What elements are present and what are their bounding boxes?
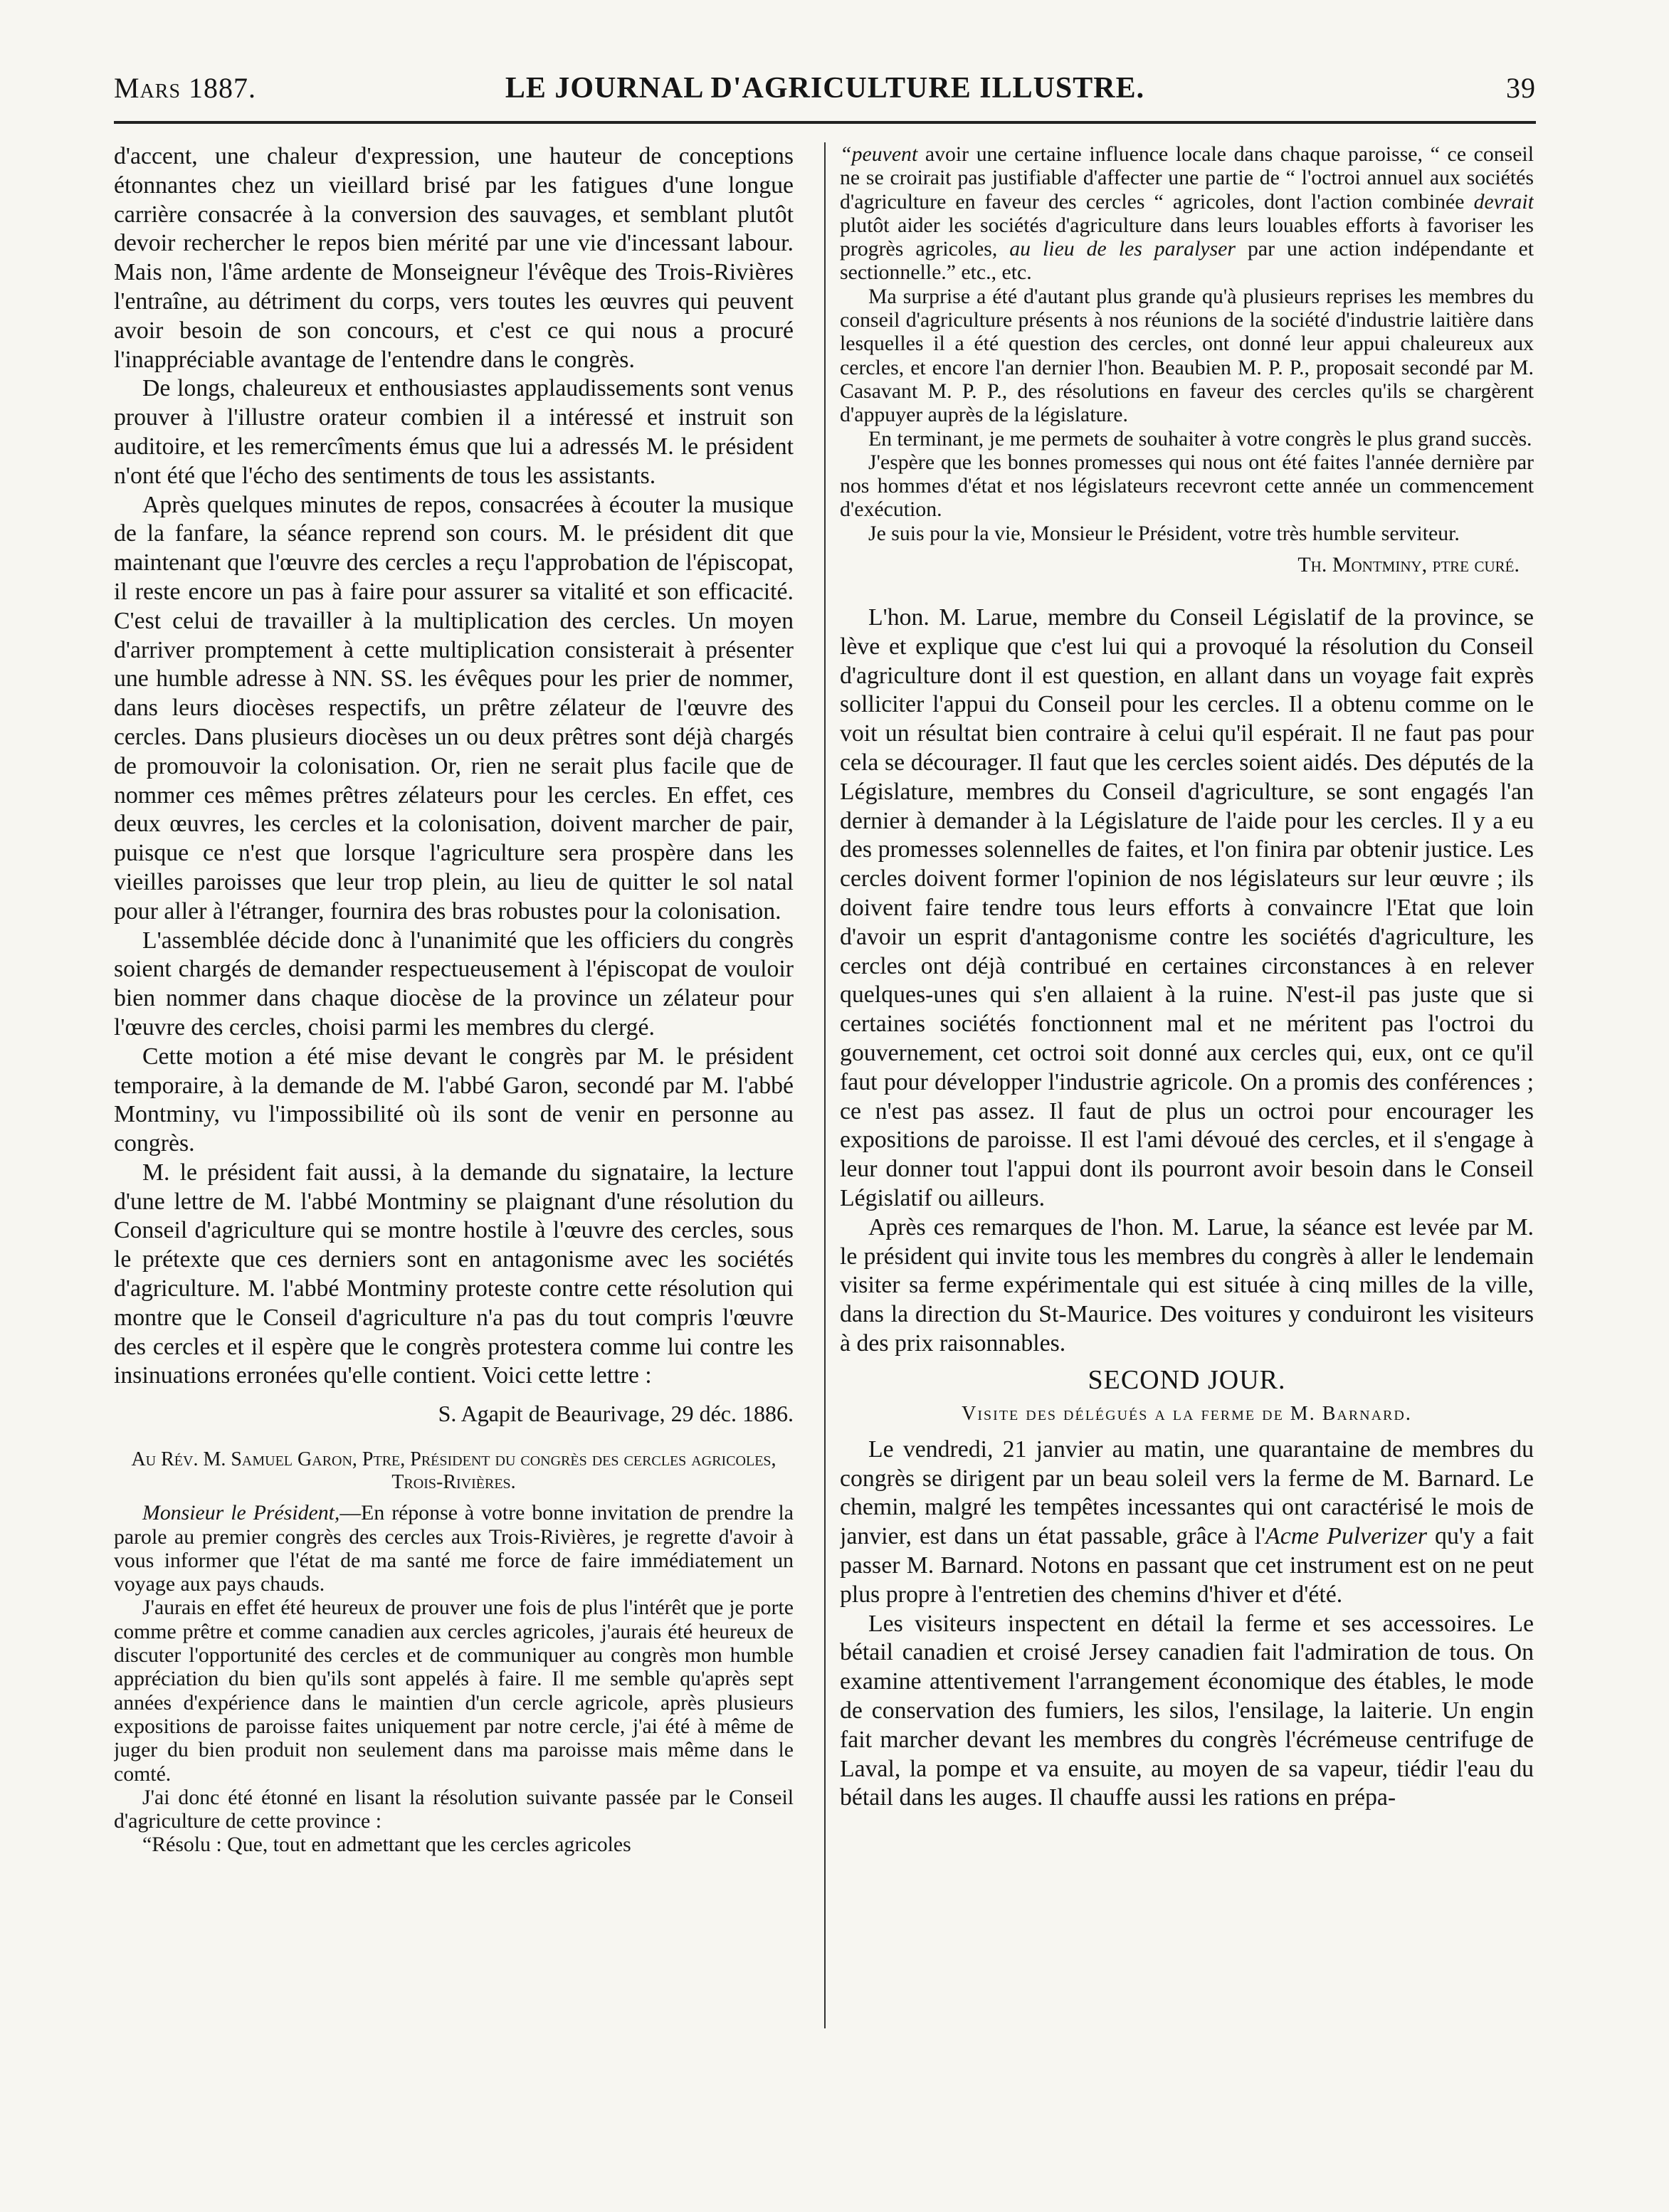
quoted-resolution: “peuvent avoir une certaine influence locale dans chaque paroisse, “ ce conseil ne se croirait pas justifiable d'affecter une partie de “ l'octroi annuel aux sociétés d'agriculture en faveur des cercles “ agricoles, dont l'action combinée devrait plutôt aider les sociétés d'agriculture dans leurs louables efforts à favoriser les progrès agricoles, au lieu de les paralyser par une action indépendante et sectionnelle.” etc., etc. [840,142,1534,285]
letter-paragraph: J'espère que les bonnes promesses qui nous ont été faites l'année dernière par nos hommes d'état et nos législateurs recevront cette année un commencement d'exécution. [840,450,1534,522]
paragraph: Après ces remarques de l'hon. M. Larue, la séance est levée par M. le président qui invite tous les membres du congrès à aller le lendemain visiter sa ferme expérimentale qui est située à cinq milles de la ville, dans la direction du St-Maurice. Des voitures y conduiront les visiteurs à des prix raisonnables. [840,1213,1534,1357]
paragraph: M. le président fait aussi, à la demande du signataire, la lecture d'une lettre de M. l'abbé Montminy se plaignant d'une résolution du Conseil d'agriculture qui se montre hostile à l'œuvre des cercles, sous le prétexte que ces derniers sont en antagonisme avec les sociétés d'agriculture. M. l'abbé Montminy proteste contre cette résolution qui montre que le Conseil d'agriculture n'a pas du tout compris l'œuvre des cercles et il espère que le congrès protestera comme lui contre les insinuations erronées qu'elle contient. Voici cette lettre : [114,1159,794,1389]
paragraph: L'assemblée décide donc à l'unanimité que les officiers du congrès soient chargés de demander respectueusement à l'épiscopat de vouloir bien nommer dans chaque diocèse de la province un zélateur pour l'œuvre des cercles, choisi parmi les membres du clergé. [114,927,794,1041]
paragraph: Le vendredi, 21 janvier au matin, une quarantaine de membres du congrès se dirigent par un beau soleil vers la ferme de M. Barnard. Le chemin, malgré les tempêtes incessantes qui ont caractérisé le mois de janvier, est dans un état passable, grâce à l'Acme Pulverizer qu'y a fait passer M. Barnard. Notons en passant que cet instrument est on ne peut plus propre à l'entretien des chemins d'hiver et d'été. [840,1436,1534,1608]
paragraph: L'hon. M. Larue, membre du Conseil Législatif de la province, se lève et explique que c'est lui qui a provoqué la résolution du Conseil d'agriculture dont il est question, en allant dans un voyage fait exprès solliciter l'appui du Conseil pour les cercles. Il a obtenu comme on le voit un résultat bien contraire à celui qu'il espérait. Il ne faut pas pour cela se décourager. Il faut que les cercles soient aidés. Des députés de la Législature, membres du Conseil d'agriculture, se sont engagés l'an dernier à demander à la Législature de l'aide pour les cercles. Il y a eu des promesses solennelles de faites, et l'on finira par obtenir justice. Les cercles doivent former l'opinion de nos législateurs sur leur œuvre ; ils doivent faire tendre tous leurs efforts à convaincre l'Etat que loin d'avoir un esprit d'antagonisme contre les sociétés d'agriculture, les cercles ont déjà contribué en certaines circonstances à en relever quelques-unes qui s'en allaient à la ruine. N'est-il pas juste que si certaines sociétés fonctionnent mal et ne méritent pas l'octroi du gouvernement, cet octroi soit donné aux cercles qui, eux, ont ce qu'il faut pour développer l'industrie agricole. On a promis des conférences ; ce n'est pas assez. Il faut de plus un octroi pour encourager les expositions de paroisse. Il est l'ami dévoué des cercles, et il s'engage à leur donner tout l'appui dont ils pourront avoir besoin dans le Conseil Législatif ou ailleurs. [840,604,1534,1211]
letter-address: Au Rév. M. Samuel Garon, Ptre, Président du congrès des cercles agricoles, Trois-Rivières. [131,1448,776,1494]
letter-paragraph: Je suis pour la vie, Monsieur le Président, votre très humble serviteur. [868,521,1460,545]
letter-dateline: S. Agapit de Beaurivage, 29 déc. 1886. [438,1401,794,1427]
letter-signature: Th. Montminy, ptre curé. [1297,553,1520,577]
right-column [840,142,1534,2035]
column-divider [824,142,826,2028]
letter-paragraph: En terminant, je me permets de souhaiter à votre congrès le plus grand succès. [868,426,1532,451]
paragraph: Cette motion a été mise devant le congrès par M. le président temporaire, à la demande de M. l'abbé Garon, secondé par M. l'abbé Montminy, vu l'impossibilité où ils sont de venir en personne au congrès. [114,1043,794,1157]
letter-paragraph: Ma surprise a été d'autant plus grande qu'à plusieurs reprises les membres du conseil d'agriculture présents à nos réunions de la société d'industrie laitière dans lesquelles il a été question des cercles, ont donné leur appui chaleureux aux cercles, et encore l'an dernier l'hon. Beaubien M. P. P., proposait secondé par M. Casavant M. P. P., des résolutions en faveur des cercles qu'ils se chargèrent d'appuyer auprès de la législature. [840,284,1534,427]
section-heading: SECOND JOUR. [1088,1364,1286,1395]
salutation: Monsieur le Président, [142,1501,340,1525]
header-rule [114,121,1536,124]
letter-paragraph: J'ai donc été étonné en lisant la résolution suivante passée par le Conseil d'agriculture de cette province : [114,1785,794,1833]
journal-title: LE JOURNAL D'AGRICULTURE ILLUSTRE. [505,72,1145,105]
page-number: 39 [1506,72,1536,104]
paragraph: Après quelques minutes de repos, consacrées à écouter la musique de la fanfare, la séance reprend son cours. M. le président dit que maintenant que l'œuvre des cercles a reçu l'approbation de l'épiscopat, il reste encore un pas à faire pour assurer sa vitalité et son efficacité. C'est celui de travailler à la multiplication des cercles. Un moyen d'arriver promptement à cette multiplication consisterait à présenter une humble adresse à NN. SS. les évêques pour les prier de nommer, dans leurs diocèses respectifs, un prêtre zélateur de l'œuvre des cercles. Dans plusieurs diocèses un ou deux prêtres sont déjà chargés de promouvoir la colonisation. Or, rien ne serait plus facile que de nommer ces mêmes prêtres zélateurs pour les cercles. En effet, ces deux œuvres, les cercles et la colonisation, doivent marcher de pair, puisque ce n'est que lorsque l'agriculture sera prospère dans les vieilles paroisses que leur trop plein, au lieu de quitter le sol natal pour aller à l'étranger, fournira des bras robustes pour la colonisation. [114,491,794,925]
section-subheading: Visite des délégués a la ferme de M. Barnard. [962,1402,1412,1425]
page-header [114,71,1536,114]
paragraph: d'accent, une chaleur d'expression, une hauteur de conceptions étonnantes chez un vieillard brisé par les fatigues d'une longue carrière consacrée à la conversion des sauvages, et semblant plutôt devoir rechercher le repos bien mérité par une vie d'incessant labour. Mais non, l'âme ardente de Monseigneur l'évêque des Trois-Rivières l'entraîne, au détriment du corps, vers toutes les œuvres qui peuvent avoir besoin de son concours, et c'est ce qui nous a procuré l'inappréciable avantage de l'entendre dans le congrès. [114,143,794,373]
paragraph: De longs, chaleureux et enthousiastes applaudissements sont venus prouver à l'illustre orateur combien il a intéressé et instruit son auditoire, et les remercîments émus que lui a adressés M. le président n'ont été que l'écho des sentiments de tous les assistants. [114,375,794,489]
letter-paragraph: “Résolu : Que, tout en admettant que les cercles agricoles [142,1833,631,1857]
left-column [114,142,794,2035]
letter-paragraph: J'aurais en effet été heureux de prouver une fois de plus l'intérêt que je porte comme prêtre et comme canadien aux cercles agricoles, j'aurais été heureux de discuter l'opportunité des cercles et de communiquer au congrès mon humble appréciation du bien qu'ils sont appelés à faire. Il me semble qu'après sept années d'expérience dans le maintien d'un cercle agricole, après plusieurs expositions de paroisse faites uniquement par notre cercle, j'ai été à même de juger du bien produit non seulement dans ma paroisse mais même dans le comté. [114,1596,794,1786]
letter-paragraph: Monsieur le Président,—En réponse à votre bonne invitation de prendre la parole au premier congrès des cercles aux Trois-Rivières, je regrette d'avoir à vous informer que l'état de ma santé me force de faire immédiatement un voyage aux pays chauds. [114,1501,794,1596]
paragraph: Les visiteurs inspectent en détail la ferme et ses accessoires. Le bétail canadien et croisé Jersey canadien fait l'admiration de tous. On examine attentivement l'arrangement économique des étables, le mode de conservation des fumiers, les silos, l'ensilage, la laiterie. Un engin fait marcher devant les membres du congrès l'écrémeuse centrifuge de Laval, la pompe et va ensuite, au moyen de sa vapeur, tiédir l'eau du bétail dans les auges. Il chauffe aussi les rations en prépa- [840,1610,1534,1811]
issue-date: Mars 1887. [114,72,257,104]
